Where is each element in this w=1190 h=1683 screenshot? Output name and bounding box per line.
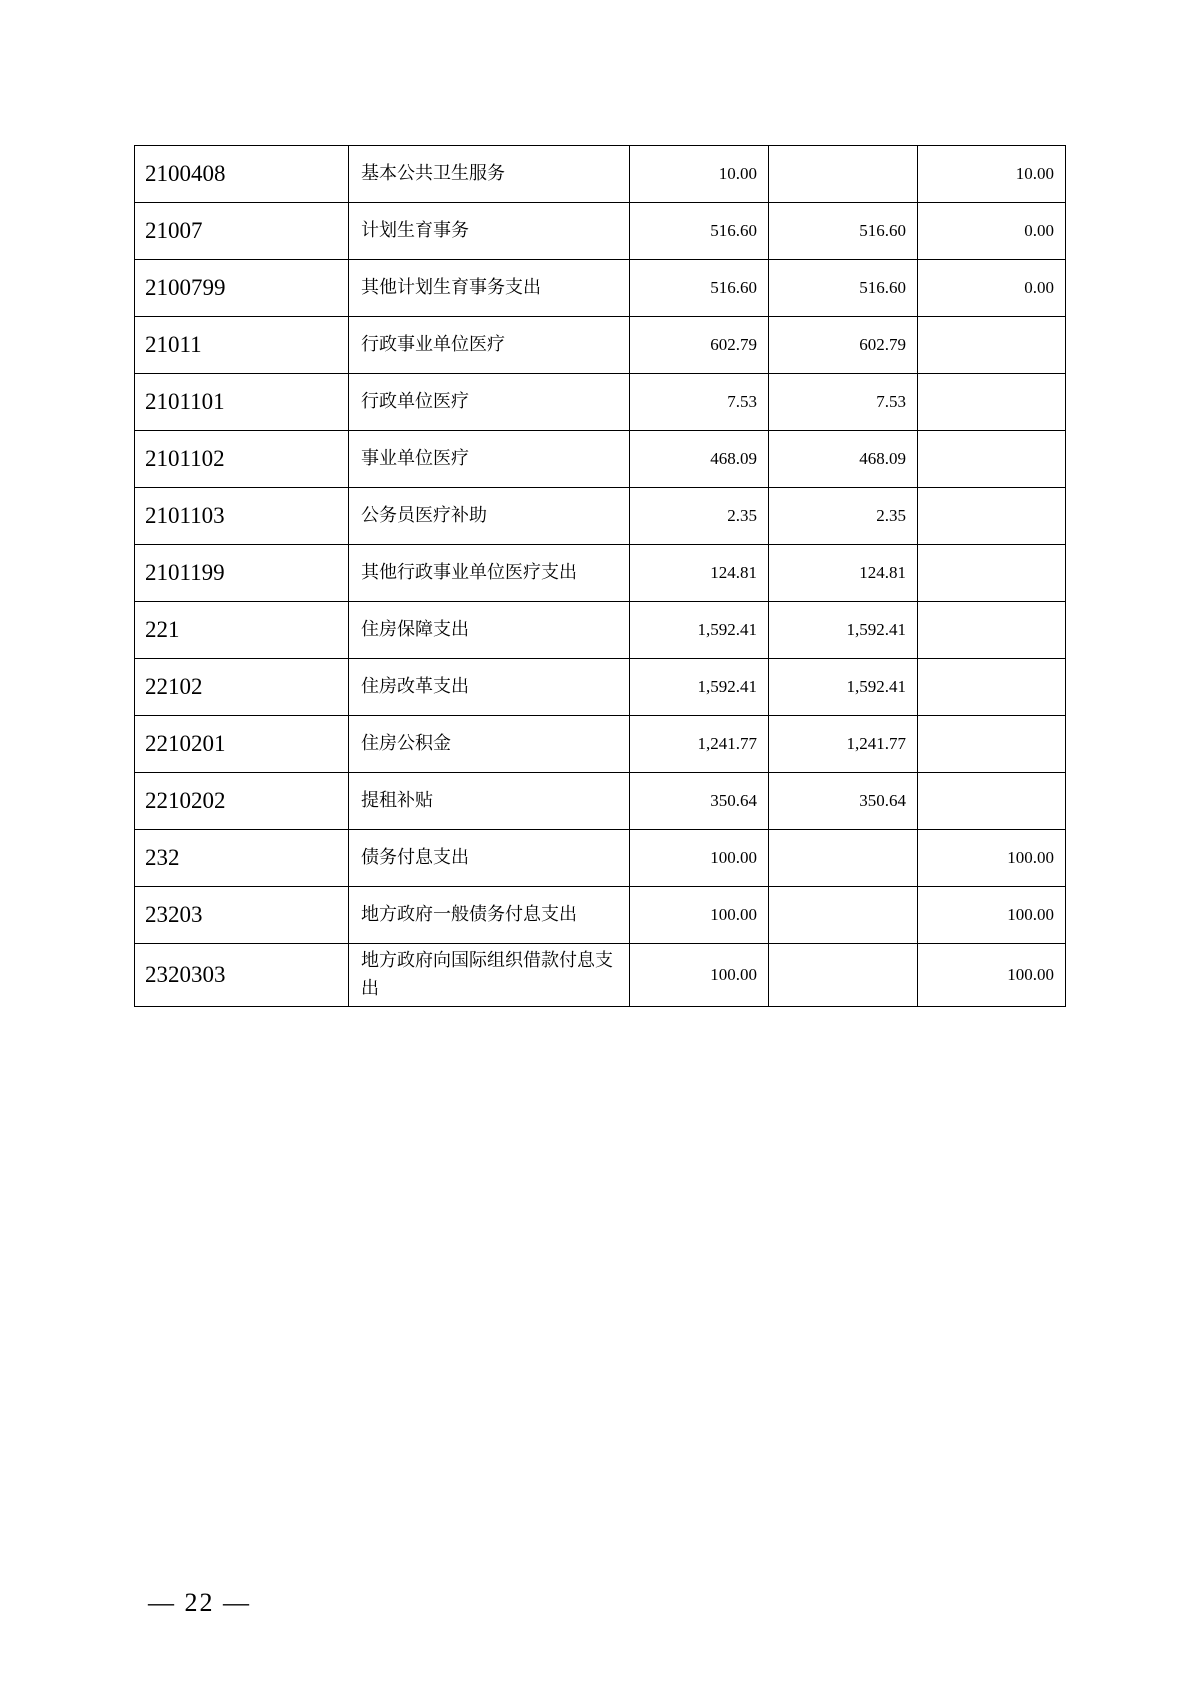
basic-expenditure-cell: 516.60 [769, 203, 918, 260]
total-cell: 2.35 [630, 488, 769, 545]
subject-name-cell: 债务付息支出 [349, 830, 630, 887]
table-row [135, 146, 1066, 203]
basic-expenditure-cell: 602.79 [769, 317, 918, 374]
basic-expenditure-cell: 350.64 [769, 773, 918, 830]
subject-name-cell: 其他计划生育事务支出 [349, 260, 630, 317]
project-expenditure-cell: 100.00 [918, 944, 1066, 1007]
total-cell: 602.79 [630, 317, 769, 374]
project-expenditure-cell [918, 431, 1066, 488]
basic-expenditure-cell: 2.35 [769, 488, 918, 545]
subject-name-cell: 住房保障支出 [349, 602, 630, 659]
table-row [135, 830, 1066, 887]
subject-code-cell: 2101101 [135, 374, 349, 431]
total-cell: 1,592.41 [630, 659, 769, 716]
page-number-dash-left: — [148, 1588, 176, 1617]
project-expenditure-cell: 0.00 [918, 203, 1066, 260]
subject-code-cell: 2100408 [135, 146, 349, 203]
page-number-footer [148, 1588, 251, 1618]
total-cell: 100.00 [630, 830, 769, 887]
table-row [135, 488, 1066, 545]
subject-name-cell: 事业单位医疗 [349, 431, 630, 488]
table-row [135, 944, 1066, 1007]
basic-expenditure-cell [769, 944, 918, 1007]
subject-code-cell: 2101199 [135, 545, 349, 602]
table-row [135, 659, 1066, 716]
total-cell: 350.64 [630, 773, 769, 830]
project-expenditure-cell [918, 716, 1066, 773]
table-row [135, 716, 1066, 773]
project-expenditure-cell [918, 773, 1066, 830]
total-cell: 1,592.41 [630, 602, 769, 659]
subject-name-cell: 基本公共卫生服务 [349, 146, 630, 203]
project-expenditure-cell: 10.00 [918, 146, 1066, 203]
subject-code-cell: 22102 [135, 659, 349, 716]
subject-code-cell: 2100799 [135, 260, 349, 317]
expenditure-table [134, 145, 1066, 1007]
subject-name-cell: 地方政府一般债务付息支出 [349, 887, 630, 944]
subject-name-cell: 行政事业单位医疗 [349, 317, 630, 374]
basic-expenditure-cell [769, 830, 918, 887]
page-number: 22 [184, 1588, 215, 1617]
project-expenditure-cell [918, 317, 1066, 374]
total-cell: 516.60 [630, 203, 769, 260]
basic-expenditure-cell: 468.09 [769, 431, 918, 488]
subject-code-cell: 2210201 [135, 716, 349, 773]
project-expenditure-cell [918, 659, 1066, 716]
total-cell: 516.60 [630, 260, 769, 317]
table-body [135, 146, 1066, 1007]
basic-expenditure-cell [769, 887, 918, 944]
subject-name-cell: 其他行政事业单位医疗支出 [349, 545, 630, 602]
subject-name-cell: 行政单位医疗 [349, 374, 630, 431]
subject-code-cell: 23203 [135, 887, 349, 944]
table-row [135, 545, 1066, 602]
table-row [135, 887, 1066, 944]
project-expenditure-cell [918, 488, 1066, 545]
total-cell: 100.00 [630, 944, 769, 1007]
subject-code-cell: 2101103 [135, 488, 349, 545]
total-cell: 100.00 [630, 887, 769, 944]
table-row [135, 773, 1066, 830]
subject-code-cell: 232 [135, 830, 349, 887]
table-row [135, 374, 1066, 431]
subject-name-cell: 住房公积金 [349, 716, 630, 773]
total-cell: 468.09 [630, 431, 769, 488]
table-row [135, 602, 1066, 659]
total-cell: 10.00 [630, 146, 769, 203]
subject-code-cell: 21011 [135, 317, 349, 374]
total-cell: 1,241.77 [630, 716, 769, 773]
table-row [135, 431, 1066, 488]
page-number-dash-right: — [223, 1588, 251, 1617]
subject-code-cell: 2320303 [135, 944, 349, 1007]
subject-code-cell: 21007 [135, 203, 349, 260]
project-expenditure-cell [918, 545, 1066, 602]
subject-code-cell: 2210202 [135, 773, 349, 830]
table-row [135, 260, 1066, 317]
project-expenditure-cell: 100.00 [918, 887, 1066, 944]
subject-name-cell: 地方政府向国际组织借款付息支出 [349, 944, 630, 1007]
subject-name-cell: 公务员医疗补助 [349, 488, 630, 545]
project-expenditure-cell: 0.00 [918, 260, 1066, 317]
basic-expenditure-cell: 516.60 [769, 260, 918, 317]
project-expenditure-cell [918, 602, 1066, 659]
basic-expenditure-cell: 124.81 [769, 545, 918, 602]
subject-name-cell: 计划生育事务 [349, 203, 630, 260]
table-row [135, 203, 1066, 260]
subject-name-cell: 提租补贴 [349, 773, 630, 830]
total-cell: 7.53 [630, 374, 769, 431]
project-expenditure-cell: 100.00 [918, 830, 1066, 887]
basic-expenditure-cell: 1,592.41 [769, 659, 918, 716]
total-cell: 124.81 [630, 545, 769, 602]
table-row [135, 317, 1066, 374]
basic-expenditure-cell [769, 146, 918, 203]
subject-name-cell: 住房改革支出 [349, 659, 630, 716]
project-expenditure-cell [918, 374, 1066, 431]
basic-expenditure-cell: 1,241.77 [769, 716, 918, 773]
subject-code-cell: 2101102 [135, 431, 349, 488]
basic-expenditure-cell: 7.53 [769, 374, 918, 431]
basic-expenditure-cell: 1,592.41 [769, 602, 918, 659]
subject-code-cell: 221 [135, 602, 349, 659]
